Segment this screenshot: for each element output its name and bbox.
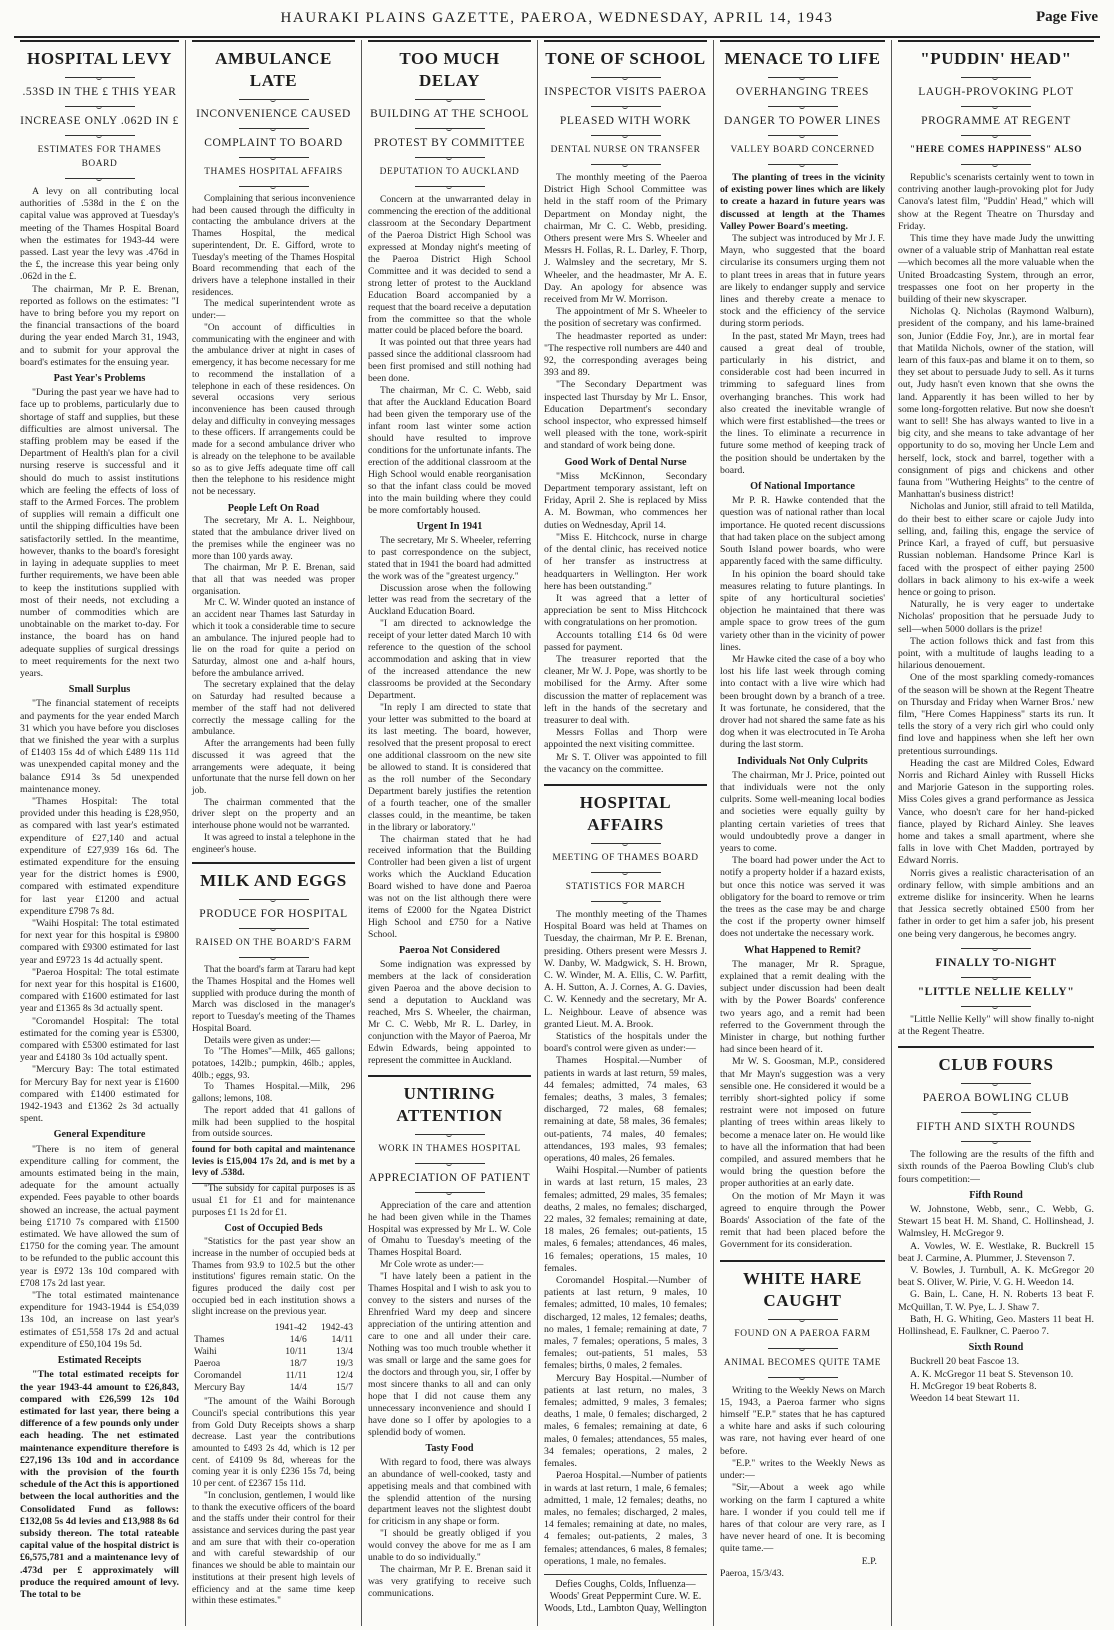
paragraph: "Paeroa Hospital: The total estimate for next year for this hospital is £1600, compared with £1600 estimated for last year and £1365 8s 3d actually spent. [20,966,179,1015]
result-line: A. K. McGregor 11 beat S. Stevenson 10. [910,1368,1074,1380]
divider [415,128,485,129]
table-cell: Mercury Bay [194,1382,245,1394]
subhead: PROTEST BY COMMITTEE [373,137,526,149]
paragraph: The board had power under the Act to notify a property holder if a hazard exists, but once this notice was served it was obligatory for the board to remove or trim the trees as the case may be and charge the cost if the property owner himself does not undertake the necessary work. [720,855,885,940]
divider [591,77,661,78]
paragraph: The action follows thick and fast from this point, with a multitude of laughs leading to a hilarious denouement. [898,635,1094,672]
subhead: ESTIMATES FOR THAMES BOARD [37,145,162,169]
paragraph: Republic's scenarists certainly went to town in contriving another laugh-provoking plot for Judy Canova's latest film, "Puddin' Head," which will show at the Regent Theatre on Thursday and Friday. [898,172,1094,232]
divider [961,977,1031,978]
divider [768,135,838,136]
paragraph: It was agreed to instal a telephone in the engineer's house. [192,832,355,855]
subhead: "HERE COMES HAPPINESS" ALSO [909,145,1083,155]
paragraph: Mr Hawke cited the case of a boy who lost his life last week through coming into contact with a live wire which had been brought down by a branch of a tree. It was fortunate, he considered, that the drover had not shared the same fate as his dog when it was electrocuted in Te Aroha during the last storm. [720,653,885,751]
divider [961,1083,1031,1084]
paragraph: Mr C. W. Winder quoted an instance of an accident near Thames last Saturday in which it took a considerable time to secure an ambulance. The injured people had to lie on the road for quite a period on Saturday, almost one and a-half hours, before the ambulance arrived. [192,598,355,679]
paragraph: The chairman commented that the driver slept on the property and an interhouse phone would not be warranted. [192,797,355,832]
paragraph: Mr S. T. Oliver was appointed to fill the vacancy on the committee. [544,751,707,775]
headline-ambulance-late: AMBULANCE LATE [192,40,355,92]
paragraph: "Coromandel Hospital: The total estimated for the coming year is £5300, compared with £5300 estimated for last year and £4180 3s 10d actually spent. [20,1015,179,1064]
section-heading: People Left On Road [227,502,320,514]
paragraph: To "The Homes"—Milk, 465 gallons; potatoes, 142lb.; pumpkin, 46lb.; apples, 40lb.; eggs, 93. [192,1047,355,1081]
divider [415,1192,485,1193]
divider [768,77,838,78]
subhead: PROGRAMME AT REGENT [921,115,1071,127]
section-heading: Urgent In 1941 [416,520,483,532]
subhead: STATISTICS FOR MARCH [565,881,686,892]
paragraph: On the motion of Mr Mayn it was agreed to enquire through the Power Boards' Association of the fate of the remit that had been placed before the Government for its consideration. [720,1190,885,1251]
subhead: INCONVENIENCE CAUSED [196,108,351,120]
table-header: 1941-42 [274,1322,307,1334]
paragraph: Discussion arose when the following letter was read from the secretary of the Auckland Education Board. [368,582,531,618]
paragraph: The chairman, Mr P. E. Brenan said it was very gratifying to receive such communications. [368,1564,531,1600]
paragraph: Nicholas Q. Nicholas (Raymond Walburn), president of the company, and his lame-brained son, Junior (Eddie Foy, Jnr.), are in mortal fear that Matilda Nichols, owner of the station, will learn of this faux-pas and blame it on to them, so they set about to persuade Judy to sell. As it turns out, Judy hasn't even known that she owns the land. Apparently it has been willed to her by some long-forgotten relative. But now she doesn't want to sell! She has always wanted to live in a big city, and she means to take advantage of her opportunity to do so, moving her Uncle Lem and herself, lock, stock and barrel, together with a consignment of pigs and chickens and other fauna from "Wuthering Heights" to the centre of Manhattan's business district! [898,306,1094,501]
paragraph: The medical superintendent wrote as under:— [192,299,355,322]
paragraph: "Little Nellie Kelly" will show finally to-night at the Regent Theatre. [898,1013,1094,1037]
table-cell: Thames [194,1334,225,1346]
section-heading: Individuals Not Only Culprits [737,755,868,767]
divider [591,164,661,165]
table-cell: 14/11 [331,1334,353,1346]
paragraph: "Statistics for the past year show an increase in the number of occupied beds at Thames from 93.9 to 102.5 but the other institutions' figures remain static. On the figures produced the daily cost per occupied bed in each institution shows a slight increase on the previous year. [192,1237,355,1318]
table-header [192,1322,263,1334]
subhead: INCREASE ONLY .062D IN £ [20,115,179,127]
divider [415,186,485,187]
divider [961,948,1031,949]
paragraph: The chairman, Mr P. E. Brenan, said that all that was needed was proper organisation. [192,563,355,597]
section-heading: Of National Importance [750,481,855,493]
paragraph: The chairman stated that he had received information that the Building Controller had been given a list of urgent works which the Auckland Education Board wished to have done and Paeroa was not on the list although there were items of £2000 for the Ngatea District High School and £750 for a Native School. [368,833,531,941]
subhead: FIFTH AND SIXTH ROUNDS [916,1121,1076,1134]
paragraph: A levy on all contributing local authorities of .538d in the £ on the capital value was approved at Tuesday's meeting of the Thames Hospital Board when the estimates for 1943-44 were passed. Last year the levy was .476d in the £, the increase this year being only .062d in the £. [20,186,179,283]
masthead [14,6,1100,38]
divider [239,957,309,958]
result-line: H. McGregor 19 beat Roberts 8. [910,1380,1037,1392]
headline-tone-of-school: TONE OF SCHOOL [544,40,707,70]
divider [65,106,135,107]
paragraph: Paeroa Hospital.—Number of patients in wards at last return, 1 male, 6 females; admitted, 1 male, 12 females; deaths, no males, no females; discharged, 2 males, 14 females; remaining at date, no males, 4 females; out-patients, 2 males, 3 females; attendances, 6 males, 8 females; operations, 1 male, no females. [544,1470,707,1567]
dateline: Paeroa, 15/3/43. [720,1567,784,1579]
paragraph: Coromandel Hospital.—Number of patients at last return, 9 males, 10 females; admitted, 10 males, 10 females; discharged, 12 males, 12 females; deaths, no males, 1 female; remaining at date, 7 males, 7 females; operations, 5 males, 3 females; out-patients, 51 males, 53 females; births, 0 males, 2 females. [544,1275,707,1372]
paragraph: "In conclusion, gentlemen, I would like to thank the executive officers of the board and the staffs under their control for their assistance and services during the past year and am sure that with their co-operation and with careful stewardship of our finances we should be able to maintain our institutions at their present high levels of efficiency and at the same time keep within these estimates." [192,1490,355,1607]
paragraph: Details were given as under:— [204,1035,321,1046]
subhead: "LITTLE NELLIE KELLY" [917,985,1075,998]
headline-puddin-head: "PUDDIN' HEAD" [898,40,1094,70]
paragraph: Nicholas and Junior, still afraid to tell Matilda, do their best to either scare or cajole Judy into selling, and, failing this, engage the service of Prince Karl, a frayed of cuff, but persuasive Russian nobleman. Handsome Prince Karl is faced with the prospect of either paying 2500 dollars in back alimony to his ex-wife a week hence or going to prison. [898,501,1094,598]
paragraph: "Waihi Hospital: The total estimated for next year for this hospital is £9800 compared with £9300 estimated for last year and £9723 1s 4d actually spent. [20,917,179,966]
paragraph: "In reply I am directed to state that your letter was submitted to the board at its last meeting. The board, however, resolved that the present proposal to erect one additional classroom on the new site be allowed to stand. It is considered that as the roll number of the Secondary Department barely justifies the retention of a fourth teacher, one of the smaller classes could, in the meantime, be taken in the library or laboratory." [368,702,531,833]
paragraph: Messrs Follas and Thorp were appointed the next visiting committee. [544,727,707,751]
paragraph: The subject was introduced by Mr J. F. Mayn, who suggested that the board circularise its consumers urging them not to plant trees in areas that in future years are likely to endanger supply and service lines and thereby create a menace to stock and the efficiency of the service during storm periods. [720,233,885,330]
paragraph: "E.P." writes to the Weekly News as under:— [720,1457,885,1482]
paragraph: "The total estimated maintenance expenditure for 1943-1944 is £54,039 13s 10d, an increase on last year's estimates of £51,558 17s 2d and actual expenditure of £50,104 19s 5d. [20,1290,179,1350]
paragraph: Waihi Hospital.—Number of patients in wards at last return, 15 males, 23 females; admitted, 29 males, 35 females; deaths, 2 males, no females; discharged, 22 males, 32 females; remaining at date, 18 males, 26 females; out-patients, 15 males, 6 females; attendances, 46 males, 16 females; operations, 15 males, 10 females. [544,1165,707,1274]
paragraph: Mr P. R. Hawke contended that the question was of national rather than local importance. He quoted recent discussions that had taken place on the subject among South Island power boards, who were apparently faced with the same difficulty. [720,495,885,568]
divider [239,186,309,187]
paragraph: With regard to food, there was always an abundance of well-cooked, tasty and appetising meals and that combined with the splendid attention of the nursing department leaves not the slightest doubt for criticism in any shape or form. [368,1456,531,1528]
section-heading: What Happened to Remit? [744,944,861,956]
column-puddin-head [892,40,1100,1626]
headline-menace-to-life: MENACE TO LIFE [720,40,885,70]
headline-milk-and-eggs: MILK AND EGGS [192,862,355,892]
table-header: 1942-43 [321,1322,353,1334]
paragraph: "There is no item of general expenditure calling for comment, the amounts estimated being in the main, adequate for the amount actually expended. Fees payable to other boards showed an increase, the actual payment being £1710 7s compared with £1500 estimated. We have allowed the sum of £1750 for the coming year. The amount to be refunded to the public account this year is £972 13s 10d compared with £708 17s 2d last year. [20,1143,179,1289]
section-heading: Past Year's Problems [53,373,146,385]
divider [961,135,1031,136]
table-cell: Paeroa [194,1358,221,1370]
paragraph: That the board's farm at Tararu had kept the Thames Hospital and the Homes well supplied with produce during the month of March was disclosed in the manager's report to Tuesday's meeting of the Thames Hospital Board. [192,965,355,1034]
divider [591,901,661,902]
divider [961,1112,1031,1113]
page-number: Page Five [1035,9,1098,25]
result-line: Bath, H. G. Whiting, Geo. Masters 11 beat H. Hollinshead, E. Faulkner, C. Paeroo 7. [898,1313,1094,1338]
result-line: G. Bain, L. Cane, H. N. Roberts 13 beat F. McQuillan, T. W. Pye, L. J. Shaw 7. [898,1289,1094,1313]
paragraph: Some indignation was expressed by members at the lack of consideration given Paeroa and the above decision to send a deputation to Auckland was reached, Mrs S. Wheeler, the chairman, Mr C. C. Webb, Mr R. L. Darley, in conjunction with the Mayor of Paeroa, Mr Edwin Edwards, being appointed to represent the committee in Auckland. [368,959,531,1066]
paragraph: Complaining that serious inconvenience had been caused through the difficulty in contacting the ambulance drivers at the Thames Hospital, the medical superintendent, Dr. E. Gifford, wrote to Tuesday's meeting of the Thames Hospital Board recommending that each of the drivers have a telephone installed in their residences. [192,194,355,298]
divider [591,106,661,107]
bed-cost-table [192,1322,355,1394]
subhead: THAMES HOSPITAL AFFAIRS [204,167,343,177]
paragraph: The secretary, Mr S. Wheeler, referring to past correspondence on the subject, stated that in 1941 the board had admitted the work was of the "greatest urgency." [368,534,531,582]
section-heading: General Expenditure [53,1129,146,1141]
section-heading: Tasty Food [425,1442,474,1454]
subhead: DEPUTATION TO AUCKLAND [379,167,520,177]
table-row [192,1334,355,1346]
section-heading: Paeroa Not Considered [399,945,500,957]
subhead: FINALLY TO-NIGHT [935,956,1057,969]
paragraph: "I have lately been a patient in the Thames Hospital and I wish to ask you to convey to the sisters and nurses of the Ehrenfried Ward my deep and sincere appreciation of the untiring attention and care to one and all under their care. Nothing was too much trouble whether it was small or large and the same goes for the doctors and through you, sir, I offer by most sincere thanks to all and can only hope that I did not cause them any unnecessary inconvenience and should I have done so I offer by apologies to a splendid body of women. [368,1271,531,1438]
section-heading: Good Work of Dental Nurse [564,456,687,468]
paragraph: "I am directed to acknowledge the receipt of your letter dated March 10 with reference to the question of the school accommodation and asking that in view of the increased attendance the new classrooms be provided at the Secondary Department. [368,618,531,702]
divider [239,928,309,929]
paragraph: "I should be greatly obliged if you would convey the above for me as I am unable to do so individually." [368,1528,531,1564]
subhead: INSPECTOR VISITS PAEROA [544,86,707,98]
signature: E.P. [861,1555,877,1567]
divider [239,899,309,900]
subhead: APPRECIATION OF PATIENT [368,1171,531,1184]
paragraph: "Miss E. Hitchcock, nurse in charge of the dental clinic, has received notice of her transfer as instructress at headquarters in Wellington. Her work here has been outstanding." [544,531,707,592]
table-cell: 11/11 [285,1370,307,1382]
paragraph: "The total estimated receipts for the year 1943-44 amount to £26,843, compared with £26,599 12s 10d estimated for last year, there being a difference of a few pounds only under each heading. The net estimated maintenance expenditure therefore is £27,196 13s 10d and in accordance with the provision of the fourth schedule of the Act this is apportioned between the local authorities and the Consolidated Fund as follows: £132,08 5s 4d levies and £13,988 8s 6d subsidy thereon. The total rateable capital value of the hospital district is £6,575,781 and a maintenance levy of .473d per £ approximately will produce the required amount of levy. The total to be [20,1369,179,1600]
column-hospital-levy [14,40,186,1626]
subhead: MEETING OF THAMES BOARD [552,852,699,863]
divider [65,135,135,136]
paragraph: Heading the cast are Mildred Coles, Edward Norris and Richard Ainley with Russell Hicks and Marjorie Gateson in the supporting roles. Miss Coles gives a grand performance as Jessica Vance, who doesn't care for her hand-picked fiance, played by Richard Ainley. She leaves home and takes a small apartment, where she falls in love with Chet Madden, portrayed by Edward Norris. [898,757,1094,867]
headline-club-fours: CLUB FOURS [898,1046,1094,1076]
divider [415,157,485,158]
headline-white-hare-caught: WHITE HARE CAUGHT [720,1260,885,1312]
result-line: V. Bowles, J. Turnbull, A. K. McGregor 20 beat S. Oliver, W. Pirie, V. G. H. Weedon 14. [898,1265,1094,1289]
paragraph: The secretary, Mr A. L. Neighbour, stated that the ambulance driver lived on the premises while the engineer was no more than 100 yards away. [192,516,355,562]
table-cell: 14/4 [289,1382,307,1394]
paragraph: "Miss McKinnon, Secondary Department temporary assistant, left on Friday, April 2. She is replaced by Miss A. M. Bowman, who commences her duties on Wednesday, April 14. [544,470,707,531]
lead-paragraph: The planting of trees in the vicinity of existing power lines which are likely to create a hazard in future years was discussed at length at the Thames Valley Power Board's meeting. [720,172,885,232]
column-ambulance-late [186,40,362,1626]
section-heading: Fifth Round [969,1189,1023,1201]
paragraph: The monthly meeting of the Thames Hospital Board was held at Thames on Tuesday, the chairman, Mr P. E. Brenan, presiding. Others present were Messrs J. W. Danby, W. Madgwick, S. H. Brown, C. W. Winder, M. A. Ellis, C. W. Parfitt, A. H. Sutton, A. J. Cornes, A. G. Davies, C. W. Kennedy and the secretary, Mr A. L. Neighbour. Leave of absence was granted Lieut. M. A. Brook. [544,908,707,1030]
section-heading: Estimated Receipts [57,1355,142,1367]
subhead: LAUGH-PROVOKING PLOT [918,86,1074,98]
table-row [192,1382,355,1394]
divider [65,77,135,78]
subhead: PRODUCE FOR HOSPITAL [199,908,348,921]
section-heading: Small Surplus [68,684,131,696]
paragraph: "Sir,—About a week ago while working on the farm I captured a white hare. I wonder if you could tell me if hares of that colour are very rare, as I have never heard of one. It is becoming quite tame.— [720,1482,885,1555]
paragraph: Naturally, he is very eager to undertake Nicholas' proposition that he persuade Judy to sell—when 5000 dollars is the prize! [898,599,1094,635]
table-cell: 15/7 [335,1382,353,1394]
subhead: DENTAL NURSE ON TRANSFER [550,145,701,155]
paragraph: "The amount of the Waihi Borough Council's special contributions this year from Gold Duty Receipts shows a sharp decrease. Last year the contributions amounted to £493 2s 4d, which is 12 per cent. of £4109 9s 8d, whereas for the coming year it is only £236 15s 7d, being 10 per cent. of £2367 15s 11d. [192,1397,355,1490]
divider [961,164,1031,165]
subhead: BUILDING AT THE SCHOOL [370,108,529,120]
section-heading: Sixth Round [968,1342,1024,1354]
subhead: WORK IN THAMES HOSPITAL [378,1143,521,1154]
headline-too-much-delay: TOO MUCH DELAY [368,40,531,92]
result-line: Weedon 14 beat Stewart 11. [910,1393,1020,1405]
divider [415,99,485,100]
paragraph: It was agreed that a letter of appreciation be sent to Miss Hitchcock with congratulations on her promotion. [544,592,707,629]
table-cell: Waihi [194,1346,217,1358]
subhead: .53SD IN THE £ THIS YEAR [22,86,177,98]
table-row [192,1346,355,1358]
paragraph: Norris gives a realistic characterisation of an ordinary fellow, with simple ambitions and an extreme dislike for insincerity. When he learns that Jessica secretly obtained £500 from her father in order to get him a safer job, his present one being very dangerous, he becomes angry. [898,867,1094,940]
table-cell: Coromandel [194,1370,242,1382]
paragraph: One of the most sparkling comedy-romances of the season will be shown at the Regent Theatre on Thursday and Friday when Warner Bros.' new film, "Here Comes Happiness" starts its run. It tells the story of a very rich girl who could only find love and happiness when she left her own pretentious surroundings. [898,672,1094,757]
table-cell: 10/11 [285,1346,307,1358]
headline-hospital-affairs: HOSPITAL AFFAIRS [544,784,707,836]
subhead: COMPLAINT TO BOARD [204,137,343,149]
table-row [192,1370,355,1382]
paragraph: The secretary explained that the delay on Saturday had resulted because a member of the staff had not delivered correctly the message calling for the ambulance. [192,680,355,738]
advertisement-woods-peppermint-cure: Defies Coughs, Colds, Influenza— Woods' Great Peppermint Cure. W. E. Woods, Ltd., Lambton Quay, Wellington [544,1574,707,1616]
subhead: RAISED ON THE BOARD'S FARM [195,938,352,949]
subhead: OVERHANGING TREES [736,86,869,98]
divider [961,1006,1031,1007]
divider [65,178,135,179]
paragraph: Mr Cole wrote as under:— [380,1259,484,1271]
subhead: ANIMAL BECOMES QUITE TAME [723,1357,882,1368]
table-header-row [192,1322,355,1334]
paragraph: Statistics of the hospitals under the board's control were given as under:— [544,1030,707,1055]
paragraph: In his opinion the board should take measures relating to future plantings. In spite of any horticultural societies' objection he maintained that there was ample space to grow trees of the gum variety other than in the vicinity of power lines. [720,568,885,653]
paragraph: The headmaster reported as under: "The respective roll numbers are 440 and 92, the corresponding averages being 393 and 89. [544,330,707,379]
paragraph: Accounts totalling £14 6s 0d were passed for payment. [544,629,707,653]
paragraph: Thames Hospital.—Number of patients in wards at last return, 59 males, 44 females; admitted, 74 males, 63 females; deaths, 3 males, 3 females; discharged, 72 males, 68 females; remaining at date, 58 males, 36 females; out-patients, 74 males, 40 females; attendances, 193 males, 93 females; operations, 40 males, 26 females. [544,1055,707,1165]
divider [415,1163,485,1164]
paragraph: The report added that 41 gallons of milk had been supplied to the hospital from outside sources. [192,1105,355,1140]
divider [591,135,661,136]
paragraph: Mr W. S. Goosman, M.P., considered that Mr Mayn's suggestion was a very sensible one. He considered it would be a terribly short-sighted policy if some restraint were not imposed on future planting of trees within areas likely to become a menace later on. He would like to have all the information that had been compiled, and assured members that he would bring the question before the proper authorities at an early date. [720,1056,885,1190]
subhead: PLEASED WITH WORK [559,115,692,127]
paragraph: The chairman, Mr C. C. Webb, said that after the Auckland Education Board had been given the temporary use of the infant room last winter some action should have resulted to improve conditions for the unfortunate infants. The erection of the additional classroom at the High School would enable reorganisation so that the infant class could be moved into the main building where they could be more comfortably housed. [368,385,531,516]
subhead: DANGER TO POWER LINES [724,115,881,127]
paragraph: The chairman, Mr J. Price, pointed out that individuals were not the only culprits. Some well-meaning local bodies and societies were equally guilty by planting certain varieties of trees that would undoubtedly prove a danger in years to come. [720,769,885,854]
paragraph: "The Secondary Department was inspected last Thursday by Mr L. Ensor, Education Department's secondary school inspector, who expressed himself well pleased with the tone, work-spirit and standard of work being done. [544,379,707,452]
divider [239,99,309,100]
divider [768,164,838,165]
divider [961,106,1031,107]
paragraph: The manager, Mr R. Sprague, explained that a remit dealing with the subject under discussion had been dealt with by the Power Boards' conference two years ago, and a remit had been referred to the Government through the Minister in charge, but nothing further had since been heard of it. [720,958,885,1056]
paragraph: After the arrangements had been fully discussed it was agreed that the arrangements were adequate, it being unfortunate that the nurse fell down on her job. [192,739,355,796]
masthead-title: HAURAKI PLAINS GAZETTE, PAEROA, WEDNESDAY, APRIL 14, 1943 [280,10,834,26]
divider [239,157,309,158]
divider [415,1134,485,1135]
section-heading: Cost of Occupied Beds [224,1223,323,1235]
divider [591,843,661,844]
subhead: PAEROA BOWLING CLUB [922,1092,1070,1105]
paragraph: To Thames Hospital.—Milk, 296 gallons; lemons, 108. [192,1082,355,1105]
headline-hospital-levy: HOSPITAL LEVY [20,40,179,70]
paragraph: "Thames Hospital: The total provided under this heading is £28,950, as compared with last year's estimated expenditure of £27,140 and actual expenditure of £27,939 16s 6d. The estimated expenditure for the ensuing year for the district homes is £900, compared with estimated expenditure for last year £1200 and actual expenditure £798 7s 8d. [20,795,179,917]
table-cell: 19/3 [335,1358,353,1370]
table-cell: 18/7 [289,1358,307,1370]
table-cell: 13/4 [335,1346,353,1358]
headline-untiring-attention: UNTIRING ATTENTION [368,1075,531,1127]
result-line: W. Johnstone, Webb, senr., C. Webb, G. Stewart 15 beat H. M. Shand, C. Hollinshead, J. Walmsley, H. McGregor 9. [898,1204,1094,1240]
divider [961,1141,1031,1142]
paragraph: "The subsidy for capital purposes is as usual £1 for £1 and for maintenance purposes £1 1s 2d for £1. [192,1184,355,1218]
paragraph: The chairman, Mr P. E. Brenan, reported as follows on the estimates: "I have to bring before you my report on the financial transactions of the board during the year ended March 31, 1943, and to submit for your approval the board's estimates for the ensuing year. [20,283,179,368]
divider [768,1319,838,1320]
divider [768,1348,838,1349]
divider [768,1377,838,1378]
column-menace-to-life [714,40,892,1626]
divider [768,106,838,107]
paragraph: "The financial statement of receipts and payments for the year ended March 31 which you have before you discloses that we finished the year with a surplus of £1403 15s 4d of which £489 11s 11d was unexpended capital money and the balance £914 3s 5d unexpended maintenance money. [20,698,179,795]
paragraph: "On account of difficulties in communicating with the engineer and with the ambulance driver at night in cases of emergency, it has become necessary for me to recommend the installation of a telephone in each of these residences. On several occasions very serious inconvenience has been caused through delay and difficulty in conveying messages to these officers. If arrangements could be made for a second ambulance driver who is already on the telephone to be available so as to give Jeffs adequate time off call then the telephone to his residence might not be necessary. [192,322,355,497]
divider [591,872,661,873]
paragraph: The following are the results of the fifth and sixth rounds of the Paeroa Bowling Club's club fours competition:— [898,1149,1094,1185]
paragraph: Writing to the Weekly News on March 15, 1943, a Paeroa farmer who signs himself "E.P." states that he has captured a white hare and asks if such colouring was rare, not having ever heard of one before. [720,1384,885,1457]
subhead: FOUND ON A PAEROA FARM [734,1328,871,1339]
column-too-much-delay [362,40,538,1626]
paragraph: It was pointed out that three years had passed since the additional classroom had been first promised and still nothing had been done. [368,337,531,385]
subhead: VALLEY BOARD CONCERNED [730,145,875,155]
table-row [192,1358,355,1370]
paragraph: "During the past year we have had to face up to problems, particularly due to shortage of staff and supplies, but these difficulties are almost universal. The staffing problem may be eased if the Department of Health's plan for a civil nursing reserve is successful and it should do much to assist institutions which are feeling the effects of loss of staff to the Armed Forces. The problem of supplies will remain a difficult one until the shipping difficulties have been satisfactorily settled. In the meantime, however, thanks to the board's foresight in laying in adequate supplies to meet further requirements, we have been able to keep the institutions supplied with most of their needs, not excluding a number of commodities which are unobtainable on the market to-day. For instance, the board has on hand adequate supplies of surgical dressings to meet requirements for the next two years. [20,387,179,679]
paragraph: The monthly meeting of the Paeroa District High School Committee was held in the staff room of the Primary Department on Monday night, the chairman, Mr C. C. Webb, presiding. Others present were Mrs S. Wheeler and Messrs H. Follas, R. L. Darley, F. Thorp, J. Walmsley and the secretary, Mr S. Wheeler, and the headmaster, Mr A. E. Day. An apology for absence was received from Mr W. Morrison. [544,172,707,306]
paragraph: The appointment of Mr S. Wheeler to the position of secretary was confirmed. [544,306,707,330]
paragraph: This time they have made Judy the unwitting owner of a valuable strip of Manhattan real estate—which becomes all the more valuable when the United Broadcasting System, through an error, trespasses one foot on her property in the building of their new skyscraper. [898,233,1094,306]
table-cell: 14/6 [289,1334,307,1346]
divider [239,128,309,129]
result-line: A. Vowles, W. E. Westlake, R. Buckrell 15 beat J. Carmine, A. Plummer, J. Stevenson 7. [898,1240,1094,1264]
paragraph: Appreciation of the care and attention he had been given while in the Thames Hospital was expressed by Mr L. W. Cole of Omahu to Tuesday's meeting of the Thames Hospital Board. [368,1199,531,1259]
paragraph: Mercury Bay Hospital.—Number of patients at last return, no males, 3 females; admitted, 9 males, 3 females; deaths, 1 male, 0 females; discharged, 2 males, 6 females; remaining at date, 6 males, 0 females; attendances, 55 males, 34 females; operations, 2 males, 2 females. [544,1372,707,1470]
paragraph: "Mercury Bay: The total estimated for Mercury Bay for next year is £1600 compared with £1400 estimated for 1942-1943 and £1362 2s 3d actually spent. [20,1064,179,1125]
paragraph: In the past, stated Mr Mayn, trees had caused a great deal of trouble, particularly in his district, and considerable cost had been incurred in trimming to safeguard lines from overhanging branches. This work had also created the inevitable wrangle of which were first established—the trees or the lines. To eliminate a recurrence in future some method of keeping track of the position should be undertaken by the board. [720,330,885,476]
continuation-box: found for both capital and maintenance levies is £15,004 17s 2d, and is met by a levy of .538d. [192,1141,355,1184]
paragraph: Concern at the unwarranted delay in commencing the erection of the additional classroom at the Secondary Department of the Paeroa District High School was expressed at Monday night's meeting of the Paeroa District High School Committee and it was decided to send a strong letter of protest to the Auckland Education Board accompanied by a request that the board receive a deputation from the committee so that the whole matter could be placed before the board. [368,194,531,337]
divider [961,77,1031,78]
table-cell: 12/4 [335,1370,353,1382]
paragraph: The treasurer reported that the cleaner, Mr W. J. Pope, was shortly to be mobilised for the Army. After some discussion the matter of replacement was left in the hands of the secretary and treasurer to deal with. [544,653,707,726]
result-line: Buckrell 20 beat Fascoe 13. [910,1356,1020,1368]
column-tone-of-school [538,40,714,1626]
